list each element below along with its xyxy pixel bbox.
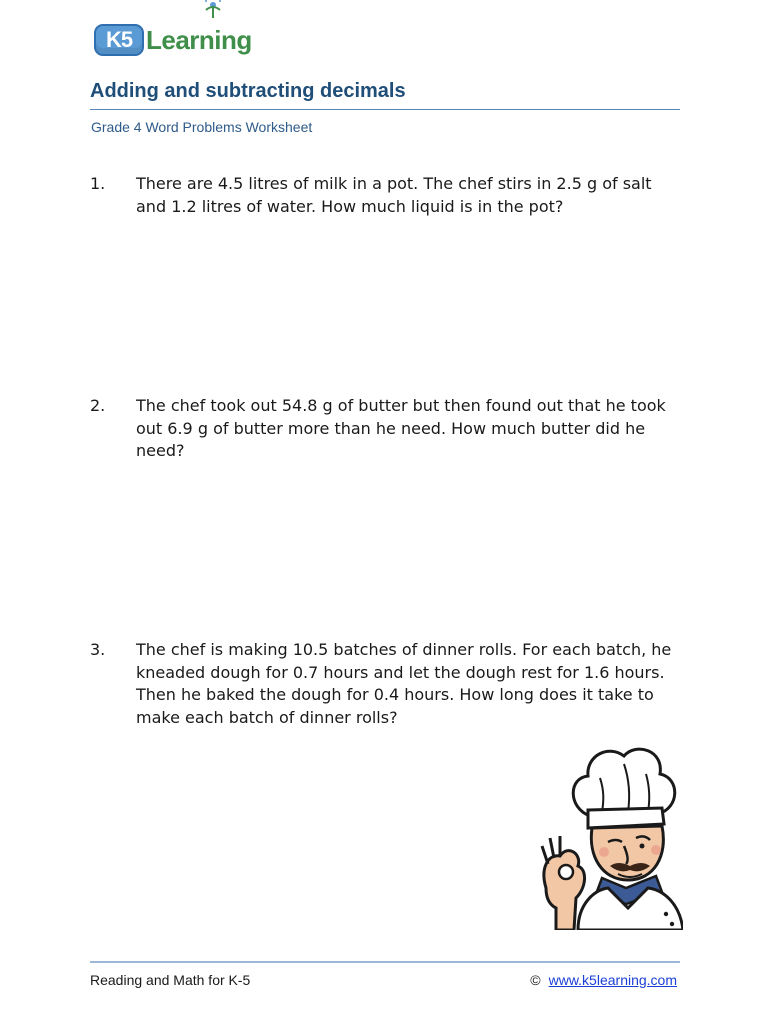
question-2 — [90, 395, 680, 463]
question-text: The chef is making 10.5 batches of dinner rolls. For each batch, he kneaded dough for 0.7 hours and let the dough rest for 1.6 hours. Then he baked the dough for 0.4 hours. How long does it take to make each batch of dinner rolls? — [136, 640, 672, 727]
question-text: There are 4.5 litres of milk in a pot. The chef stirs in 2.5 g of salt and 1.2 litres of water. How much liquid is in the pot? — [136, 174, 652, 216]
chef-illustration — [538, 738, 683, 930]
logo-badge: K5 — [94, 24, 144, 56]
question-number: 2. — [90, 396, 106, 415]
k5learning-link[interactable]: www.k5learning.com — [548, 972, 677, 988]
footer-copyright — [530, 972, 677, 988]
footer-tagline: Reading and Math for K-5 — [90, 972, 251, 988]
question-number: 1. — [90, 174, 106, 193]
question-1 — [90, 173, 680, 218]
k5-learning-logo — [94, 18, 252, 62]
question-number: 3. — [90, 640, 106, 659]
logo-word: Learning — [146, 24, 252, 55]
header-divider — [90, 109, 680, 110]
copyright-symbol: © — [530, 972, 541, 988]
question-3 — [90, 639, 680, 729]
logo-star-icon — [202, 0, 224, 20]
footer-divider — [90, 961, 680, 963]
question-text: The chef took out 54.8 g of butter but then found out that he took out 6.9 g of butter more than he need. How much butter did he need? — [136, 396, 666, 460]
page-title: Adding and subtracting decimals — [90, 80, 406, 102]
worksheet-subtitle: Grade 4 Word Problems Worksheet — [91, 119, 313, 135]
